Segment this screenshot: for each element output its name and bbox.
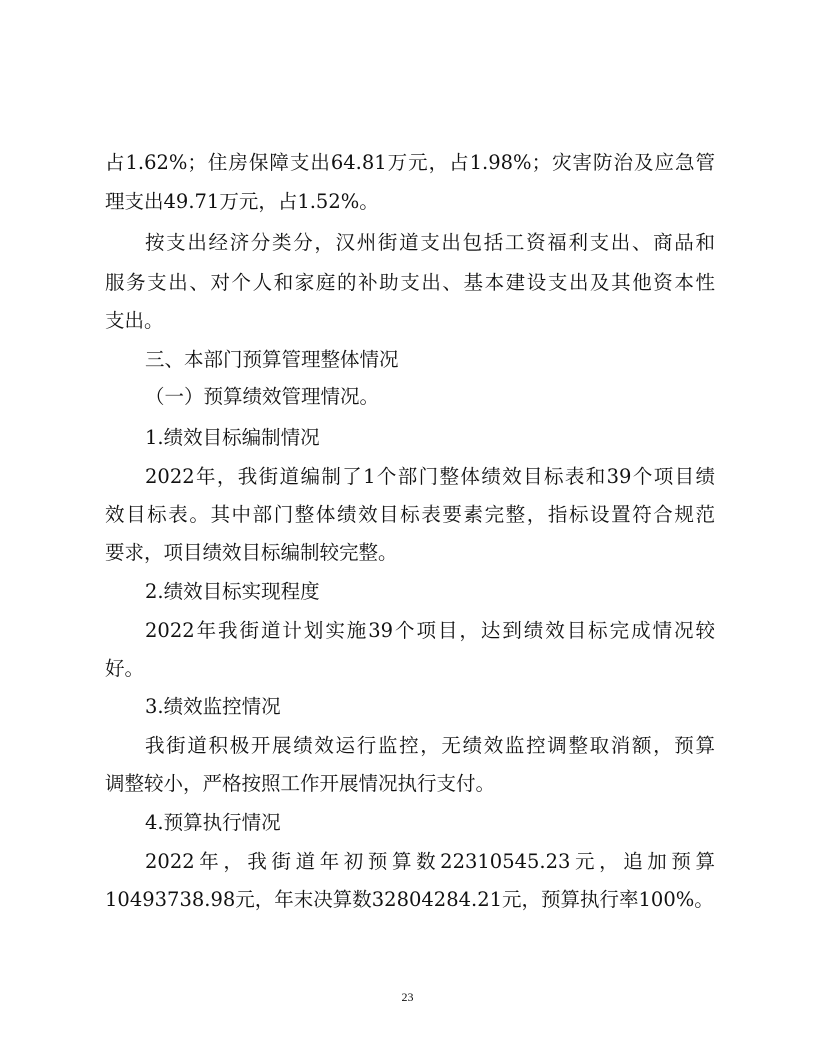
item-title: 3.绩效监控情况 xyxy=(145,695,281,718)
subheading: （一）预算绩效管理情况。 xyxy=(145,385,380,408)
paragraph-line: 2022年，我街道编制了1个部门整体绩效目标表和39个项目绩 xyxy=(145,465,715,488)
paragraph-line: 要求，项目绩效目标编制较完整。 xyxy=(105,541,398,564)
paragraph-line: 服务支出、对个人和家庭的补助支出、基本建设支出及其他资本性 xyxy=(105,271,715,294)
paragraph-line: 2022年我街道计划实施39个项目，达到绩效目标完成情况较 xyxy=(145,619,715,642)
paragraph-line: 好。 xyxy=(105,657,145,680)
section-heading: 三、本部门预算管理整体情况 xyxy=(145,348,399,371)
paragraph-line: 支出。 xyxy=(105,309,164,332)
paragraph-line: 按支出经济分类分，汉州街道支出包括工资福利支出、商品和 xyxy=(145,231,715,254)
paragraph-line: 调整较小，严格按照工作开展情况执行支付。 xyxy=(105,772,496,795)
item-title: 1.绩效目标编制情况 xyxy=(145,426,320,449)
paragraph-line: 理支出49.71万元，占1.52%。 xyxy=(105,190,379,213)
item-title: 2.绩效目标实现程度 xyxy=(145,580,320,603)
paragraph-line: 我街道积极开展绩效运行监控，无绩效监控调整取消额，预算 xyxy=(145,734,715,757)
paragraph-line: 效目标表。其中部门整体绩效目标表要素完整，指标设置符合规范 xyxy=(105,503,715,526)
paragraph-line: 10493738.98元，年末决算数32804284.21元，预算执行率100%。 xyxy=(105,888,714,911)
item-title: 4.预算执行情况 xyxy=(145,811,281,834)
paragraph-line: 占1.62%；住房保障支出64.81万元，占1.98%；灾害防治及应急管 xyxy=(105,151,715,174)
paragraph-line: 2022年，我街道年初预算数22310545.23元，追加预算 xyxy=(145,850,715,873)
page-number: 23 xyxy=(401,990,414,1004)
